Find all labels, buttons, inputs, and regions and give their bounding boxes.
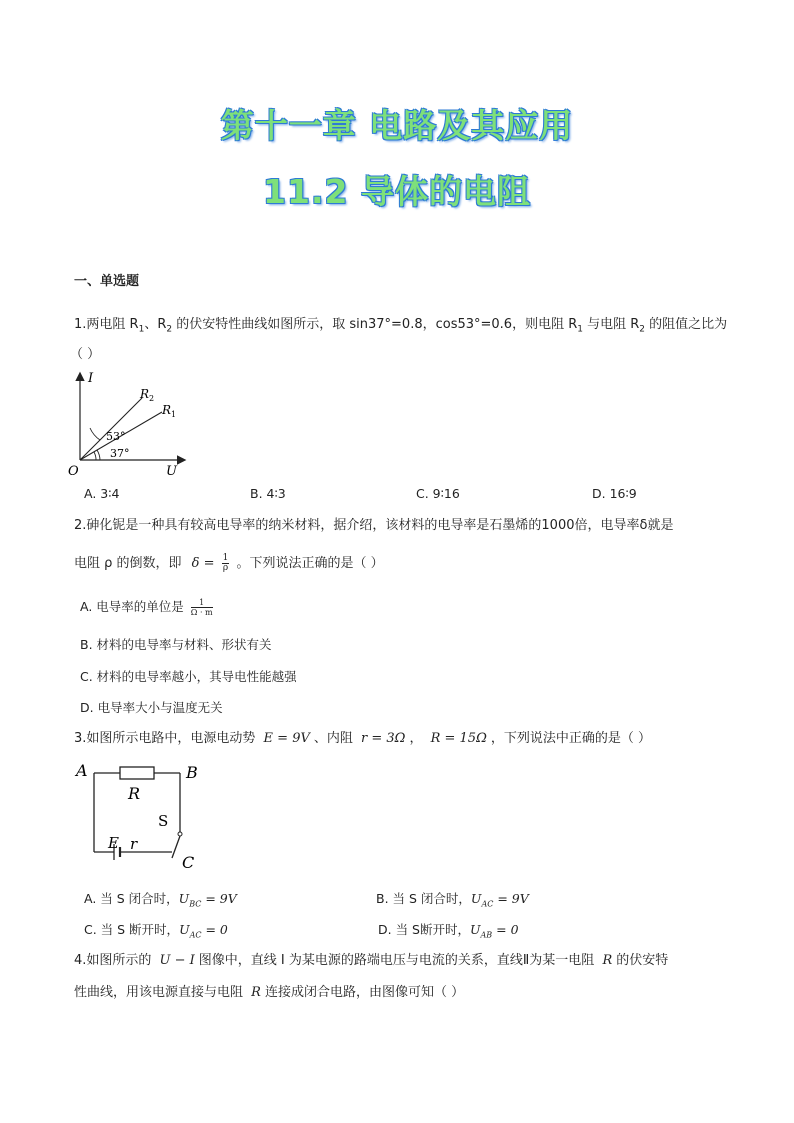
origin-label: O [68,464,79,478]
q1-iu-graph [66,368,196,478]
resistor-r [120,767,154,779]
label-e: E [108,834,119,852]
q1-sub: 2 [166,324,173,335]
switch-s[interactable] [172,836,180,858]
node-label-a: A [76,761,88,780]
question-4-line-1: 4.如图所示的 U − I 图像中，直线 I 为某电源的路端电压与电流的关系，直线Ⅱ为某一电阻 R 的伏安特 [74,953,669,968]
question-1-paren: （ ） [70,347,101,362]
q1-text: 、R [144,317,167,332]
q2-text: 电阻 ρ 的倒数，即 [74,556,182,571]
q3-option-c[interactable]: C. 当 S 断开时，$U_{AC} = 0$ [84,922,228,940]
q1-option-d[interactable]: D. 16∶9 [592,486,637,501]
angle-label-37: 37° [110,447,130,460]
label-s: S [158,812,169,830]
label-r: R [128,784,141,803]
q1-sub: 1 [138,324,145,335]
question-2-line-2 [74,554,384,573]
label-r2: $R_2$ [140,387,155,403]
chapter-title: 第十一章 电路及其应用 [220,106,574,145]
q2-option-c[interactable]: C. 材料的电导率越小，其导电性能越强 [80,669,297,684]
axis-label-i: I [88,371,94,386]
q2-formula: δ = [191,556,215,571]
node-label-b: B [186,763,198,782]
angle-label-53: 53° [106,430,126,443]
q3-option-a[interactable]: A. 当 S 闭合时，$U_{BC} = 9V$ [84,891,237,909]
q3-option-d[interactable]: D. 当 S断开时，$U_{AB} = 0$ [378,922,519,940]
axis-label-u: U [166,464,177,478]
node-label-c: C [182,853,195,872]
q1-option-c[interactable]: C. 9∶16 [416,486,460,501]
q3-circuit-diagram [68,756,218,874]
question-1-stem [74,317,727,338]
angle-arc-lower [94,452,96,460]
q1-text: 的阻值之比为 [645,317,728,332]
q1-text: 与电阻 R [582,317,640,332]
q1-sub: 1 [577,324,583,335]
angle-arc-upper [90,428,100,440]
q2-option-b[interactable]: B. 材料的电导率与材料、形状有关 [80,637,272,652]
q1-text: 的伏安特性曲线如图所示，取 sin37°=0.8，cos53°=0.6，则电阻 R [172,317,578,332]
label-internal-r: r [130,835,138,853]
q1-option-a[interactable]: A. 3∶4 [84,486,120,501]
q2-option-d[interactable]: D. 电导率大小与温度无关 [80,700,223,715]
q2-text: 。下列说法正确的是（ ） [236,556,384,571]
q1-option-b[interactable]: B. 4∶3 [250,486,286,501]
label-r1: $R_1$ [162,403,177,419]
section-heading: 一、单选题 [74,274,140,289]
question-4-line-2: 性曲线，用该电源直接与电阻 R 连接成闭合电路，由图像可知（ ） [74,985,465,1000]
question-3-stem: 3.如图所示电路中，电源电动势 E = 9V 、内阻 r = 3Ω ， R = 15Ω ，下列说法中正确的是（ ） [74,731,651,746]
angle-arc-lower-2 [97,450,100,460]
q2-fraction: $\frac{1}{\rho}$ [222,553,229,573]
q3-option-b[interactable]: B. 当 S 闭合时，$U_{AC} = 9V$ [376,891,529,909]
q1-text: 1.两电阻 R [74,317,139,332]
q2-option-a[interactable]: A. 电导率的单位是 $\frac{1}{\Omega \cdot m}$ [80,598,213,617]
question-2-line-1: 2.砷化铌是一种具有较高电导率的纳米材料，据介绍，该材料的电导率是石墨烯的1000倍，电导率δ就是 [74,518,674,533]
q1-sub: 2 [639,324,646,335]
switch-contact [178,832,182,836]
lesson-title: 11.2 导体的电阻 [263,172,531,211]
